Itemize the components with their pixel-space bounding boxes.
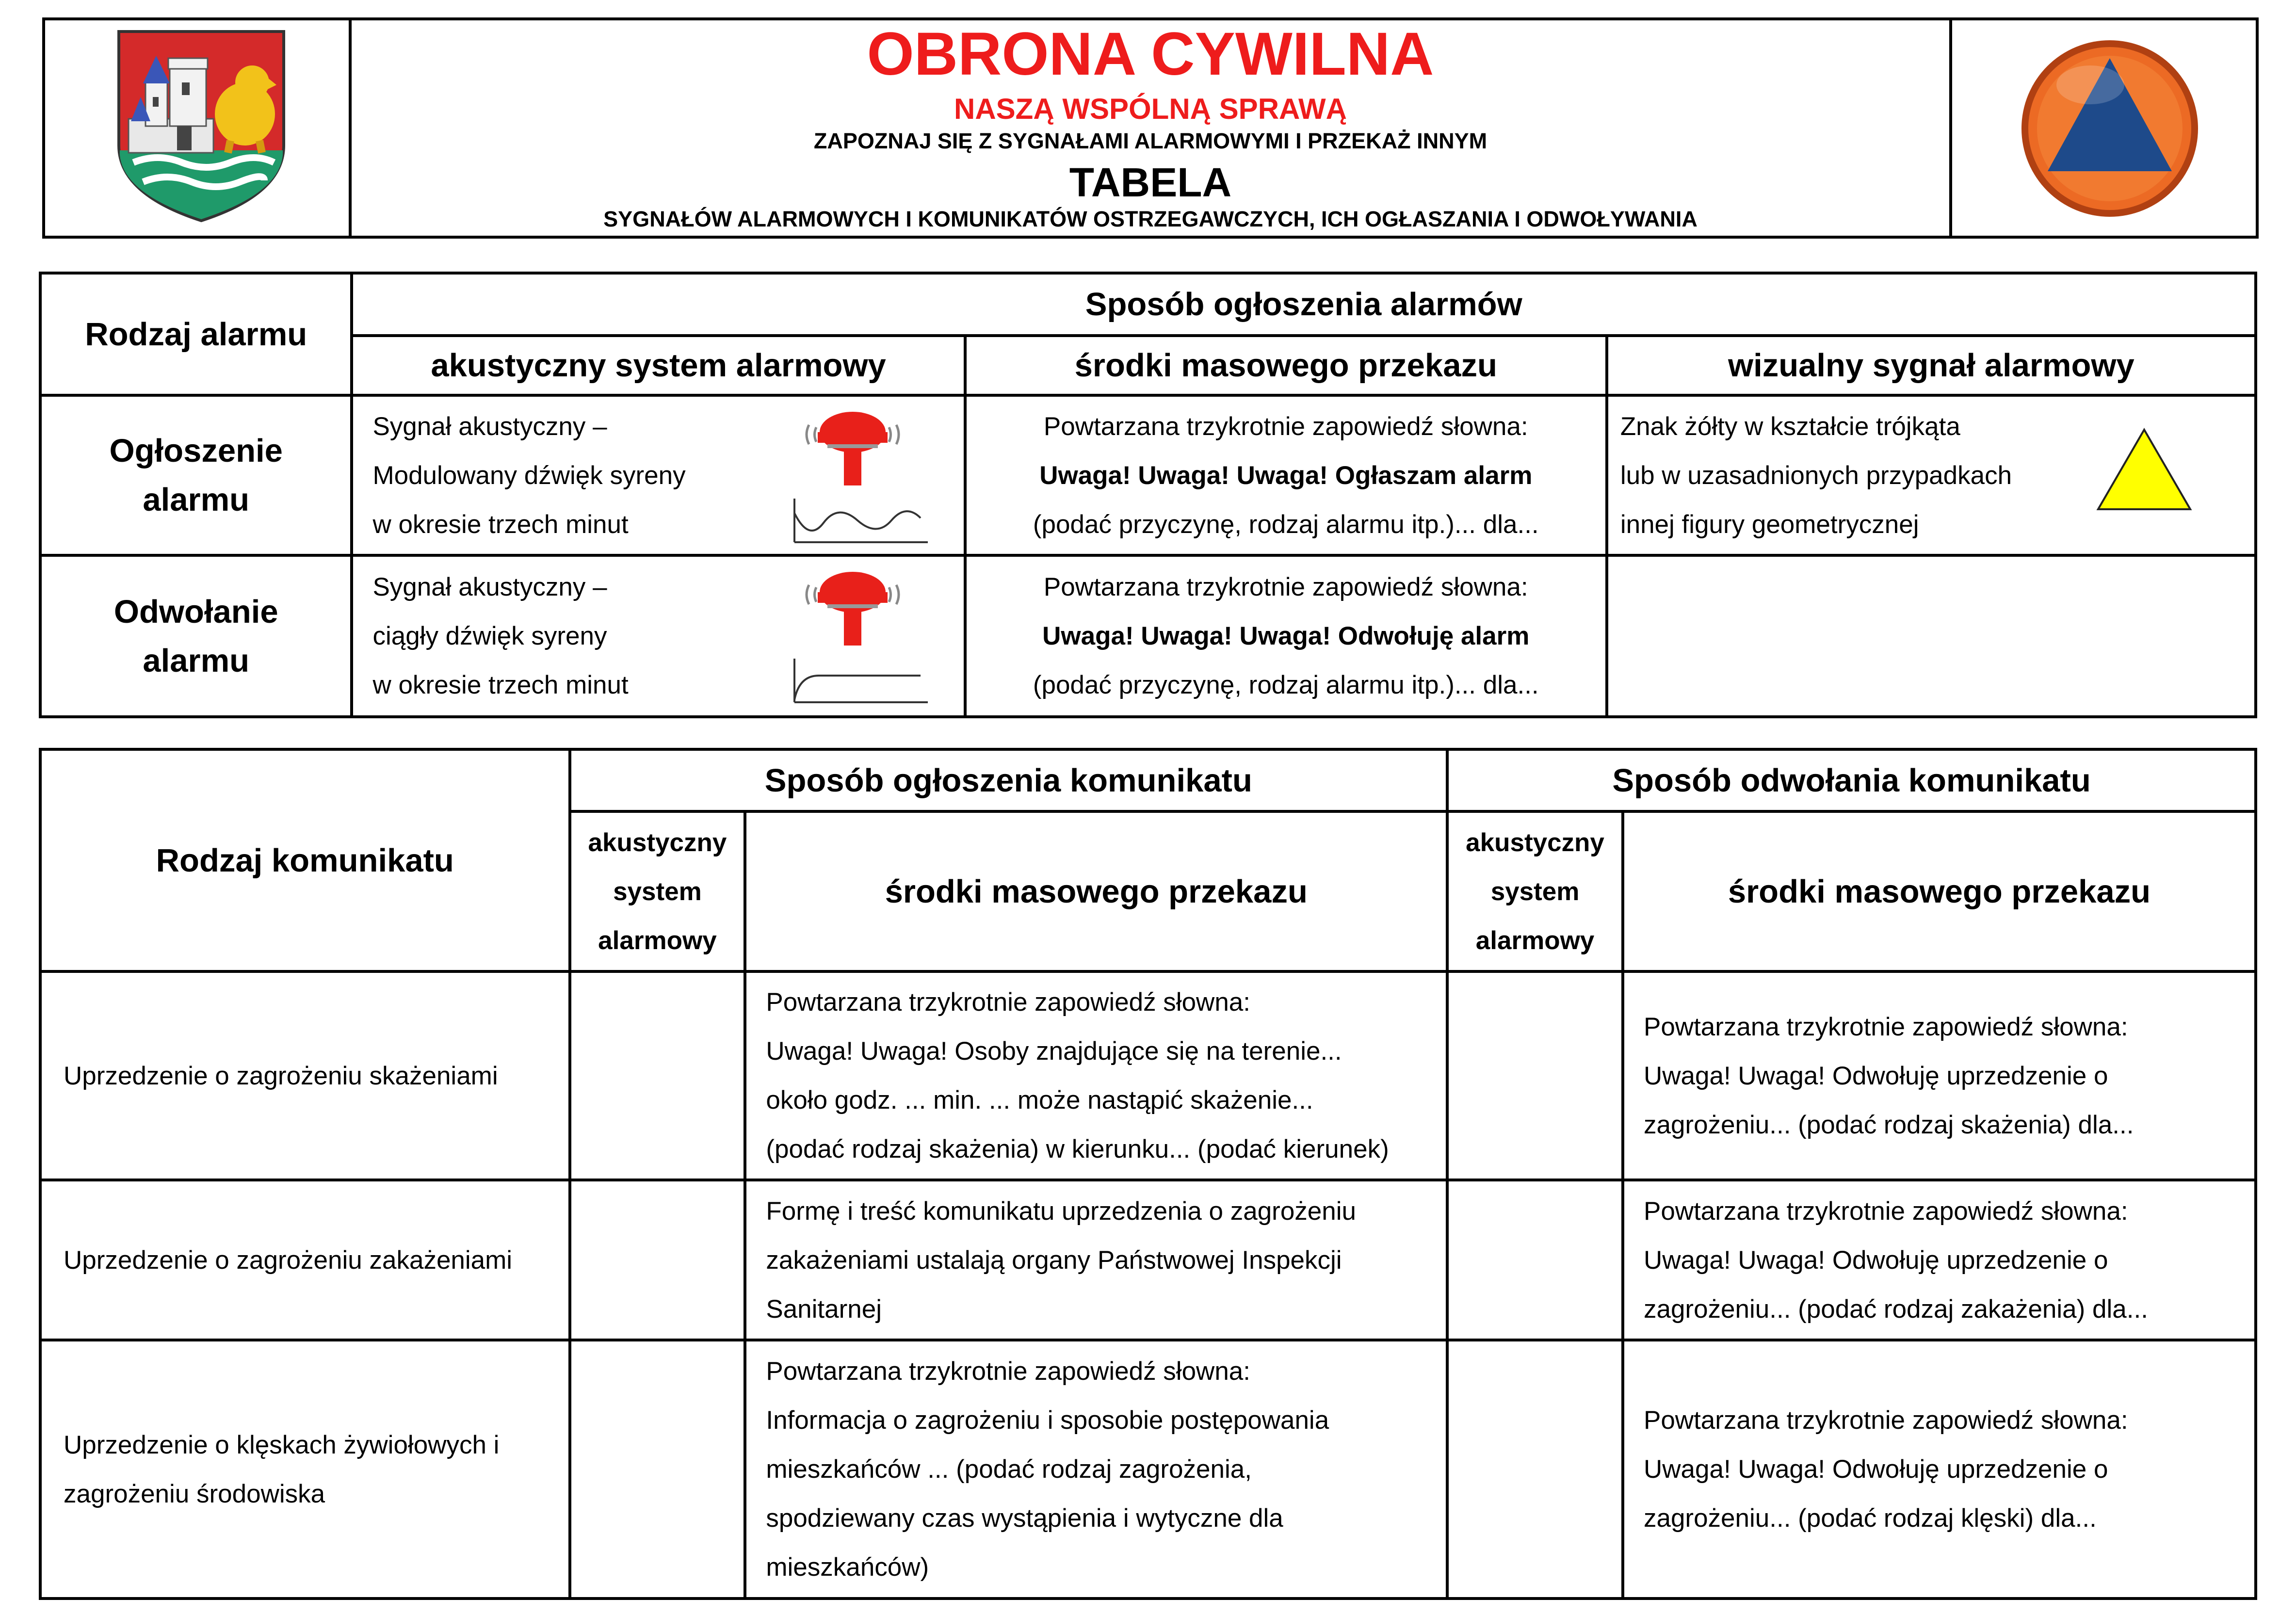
civil-defense-emblem	[2018, 36, 2202, 221]
table-row	[40, 1340, 2256, 1599]
header-line2: SYGNAŁÓW ALARMOWYCH I KOMUNIKATÓW OSTRZEGAWCZYCH, ICH OGŁASZANIA I ODWOŁYWANIA	[603, 207, 1698, 231]
header-line: system	[613, 877, 702, 906]
alarm-media-cell	[965, 555, 1607, 717]
comm-announce-acoustic-header	[570, 811, 745, 971]
announce-line: zakażeniami ustalają organy Państwowej Inspekcji	[766, 1245, 1342, 1275]
header-divider-right	[1949, 17, 1952, 239]
alarm-group-header: Sposób ogłoszenia alarmów	[352, 273, 2256, 336]
announce-line: mieszkańców ... (podać rodzaj zagrożenia,	[766, 1455, 1252, 1484]
alarm-type-header: Rodzaj alarmu	[40, 273, 352, 395]
header-line: alarmowy	[1475, 926, 1595, 955]
steady-signal-graph	[790, 654, 935, 707]
alarm-media-header: środki masowego przekazu	[965, 336, 1607, 395]
alarm-visual-cell	[1607, 555, 2256, 717]
announce-line: około godz. ... min. ... może nastąpić skażenie...	[766, 1086, 1313, 1114]
yellow-triangle	[2093, 426, 2195, 513]
cancel-line: zagrożeniu... (podać rodzaj zakażenia) dla...	[1643, 1294, 2148, 1324]
comm-announce-acoustic-cell	[570, 1340, 745, 1599]
comm-cancel-acoustic-cell	[1447, 971, 1623, 1180]
siren-icon	[790, 565, 916, 648]
cancel-line: Uwaga! Uwaga! Odwołuję uprzedzenie o	[1643, 1245, 2108, 1275]
alarm-acoustic-header: akustyczny system alarmowy	[352, 336, 965, 395]
alarm-type-cell	[40, 395, 352, 555]
comm-announce-media-header: środki masowego przekazu	[745, 811, 1447, 971]
table-row	[40, 555, 2256, 717]
alarm-type-cell	[40, 555, 352, 717]
comm-type-line: Uprzedzenie o zagrożeniu zakażeniami	[64, 1245, 513, 1275]
alarm-type-line: Ogłoszenie	[109, 433, 283, 469]
comm-announce-media-cell	[745, 1180, 1447, 1340]
table-row	[40, 1180, 2256, 1340]
alarm-type-line: alarmu	[143, 482, 250, 518]
cancel-line: zagrożeniu... (podać rodzaj klęski) dla...	[1643, 1504, 2097, 1533]
acoustic-line: Sygnał akustyczny –	[372, 412, 607, 441]
alarm-table	[39, 272, 2257, 718]
header-line: akustyczny	[1466, 828, 1604, 857]
media-line: Powtarzana trzykrotnie zapowiedź słowna:	[1043, 412, 1528, 441]
alarm-media-cell	[965, 395, 1607, 555]
visual-line: innej figury geometrycznej	[1620, 510, 1919, 539]
media-line: (podać przyczynę, rodzaj alarmu itp.)... dla...	[1033, 510, 1539, 539]
comm-type-line: Uprzedzenie o klęskach żywiołowych i	[64, 1430, 500, 1459]
acoustic-line: w okresie trzech minut	[372, 510, 629, 539]
header-line: alarmowy	[598, 926, 717, 955]
alarm-visual-header: wizualny sygnał alarmowy	[1607, 336, 2256, 395]
comm-type-line: zagrożeniu środowiska	[64, 1479, 325, 1508]
modulated-wave-graph	[790, 494, 935, 547]
comm-type-line: Uprzedzenie o zagrożeniu skażeniami	[64, 1061, 498, 1090]
announce-line: Powtarzana trzykrotnie zapowiedź słowna:	[766, 1357, 1251, 1386]
media-line: Uwaga! Uwaga! Uwaga! Ogłaszam alarm	[1039, 461, 1533, 490]
alarm-visual-cell	[1607, 395, 2256, 555]
coat-of-arms	[114, 29, 289, 223]
comm-type-header: Rodzaj komunikatu	[40, 749, 570, 971]
comm-cancel-acoustic-cell	[1447, 1340, 1623, 1599]
table-row	[40, 971, 2256, 1180]
table-row	[40, 395, 2256, 555]
announce-line: (podać rodzaj skażenia) w kierunku... (podać kierunek)	[766, 1135, 1389, 1163]
announce-line: spodziewany czas wystąpienia i wytyczne dla	[766, 1504, 1283, 1533]
comm-cancel-media-cell	[1623, 971, 2256, 1180]
announce-line: Sanitarnej	[766, 1294, 882, 1324]
alarm-acoustic-cell	[352, 395, 965, 555]
cancel-line: Powtarzana trzykrotnie zapowiedź słowna:	[1643, 1196, 2128, 1226]
cancel-line: Powtarzana trzykrotnie zapowiedź słowna:	[1643, 1012, 2128, 1041]
comm-cancel-header: Sposób odwołania komunikatu	[1447, 749, 2256, 811]
media-line: Uwaga! Uwaga! Uwaga! Odwołuję alarm	[1042, 622, 1530, 650]
acoustic-line: ciągły dźwięk syreny	[372, 622, 607, 650]
comm-type-cell	[40, 1180, 570, 1340]
announce-line: Powtarzana trzykrotnie zapowiedź słowna:	[766, 988, 1251, 1017]
cancel-line: Uwaga! Uwaga! Odwołuję uprzedzenie o	[1643, 1061, 2108, 1090]
communique-table	[39, 748, 2257, 1600]
cancel-line: zagrożeniu... (podać rodzaj skażenia) dla...	[1643, 1110, 2134, 1139]
acoustic-line: w okresie trzech minut	[372, 671, 629, 699]
comm-announce-acoustic-cell	[570, 971, 745, 1180]
comm-announce-media-cell	[745, 1340, 1447, 1599]
comm-announce-acoustic-cell	[570, 1180, 745, 1340]
comm-type-cell	[40, 1340, 570, 1599]
comm-cancel-acoustic-header	[1447, 811, 1623, 971]
cancel-line: Powtarzana trzykrotnie zapowiedź słowna:	[1643, 1406, 2128, 1435]
header-line: akustyczny	[588, 828, 727, 857]
acoustic-line: Modulowany dźwięk syreny	[372, 461, 686, 490]
alarm-type-line: Odwołanie	[113, 593, 278, 630]
announce-line: Formę i treść komunikatu uprzedzenia o zagrożeniu	[766, 1196, 1357, 1226]
visual-line: Znak żółty w kształcie trójkąta	[1620, 412, 1960, 441]
comm-cancel-media-cell	[1623, 1340, 2256, 1599]
visual-line: lub w uzasadnionych przypadkach	[1620, 461, 2012, 490]
header-line: system	[1490, 877, 1580, 906]
comm-announce-header: Sposób ogłoszenia komunikatu	[570, 749, 1448, 811]
header-tabela: TABELA	[1069, 160, 1232, 205]
media-line: (podać przyczynę, rodzaj alarmu itp.)... dla...	[1033, 671, 1539, 699]
comm-type-cell	[40, 971, 570, 1180]
comm-cancel-media-cell	[1623, 1180, 2256, 1340]
announce-line: mieszkańców)	[766, 1553, 929, 1582]
header-line1: ZAPOZNAJ SIĘ Z SYGNAŁAMI ALARMOWYMI I PRZEKAŻ INNYM	[813, 129, 1488, 153]
media-line: Powtarzana trzykrotnie zapowiedź słowna:	[1043, 573, 1528, 601]
alarm-acoustic-cell	[352, 555, 965, 717]
alarm-type-line: alarmu	[143, 642, 250, 679]
header-title: OBRONA CYWILNA	[867, 20, 1434, 88]
acoustic-line: Sygnał akustyczny –	[372, 573, 607, 601]
cancel-line: Uwaga! Uwaga! Odwołuję uprzedzenie o	[1643, 1455, 2108, 1484]
announce-line: Informacja o zagrożeniu i sposobie postępowania	[766, 1406, 1329, 1435]
header-subtitle: NASZĄ WSPÓLNĄ SPRAWĄ	[954, 93, 1347, 125]
comm-cancel-media-header: środki masowego przekazu	[1623, 811, 2256, 971]
announce-line: Uwaga! Uwaga! Osoby znajdujące się na terenie...	[766, 1037, 1342, 1066]
comm-cancel-acoustic-cell	[1447, 1180, 1623, 1340]
comm-announce-media-cell	[745, 971, 1447, 1180]
siren-icon	[790, 405, 916, 488]
